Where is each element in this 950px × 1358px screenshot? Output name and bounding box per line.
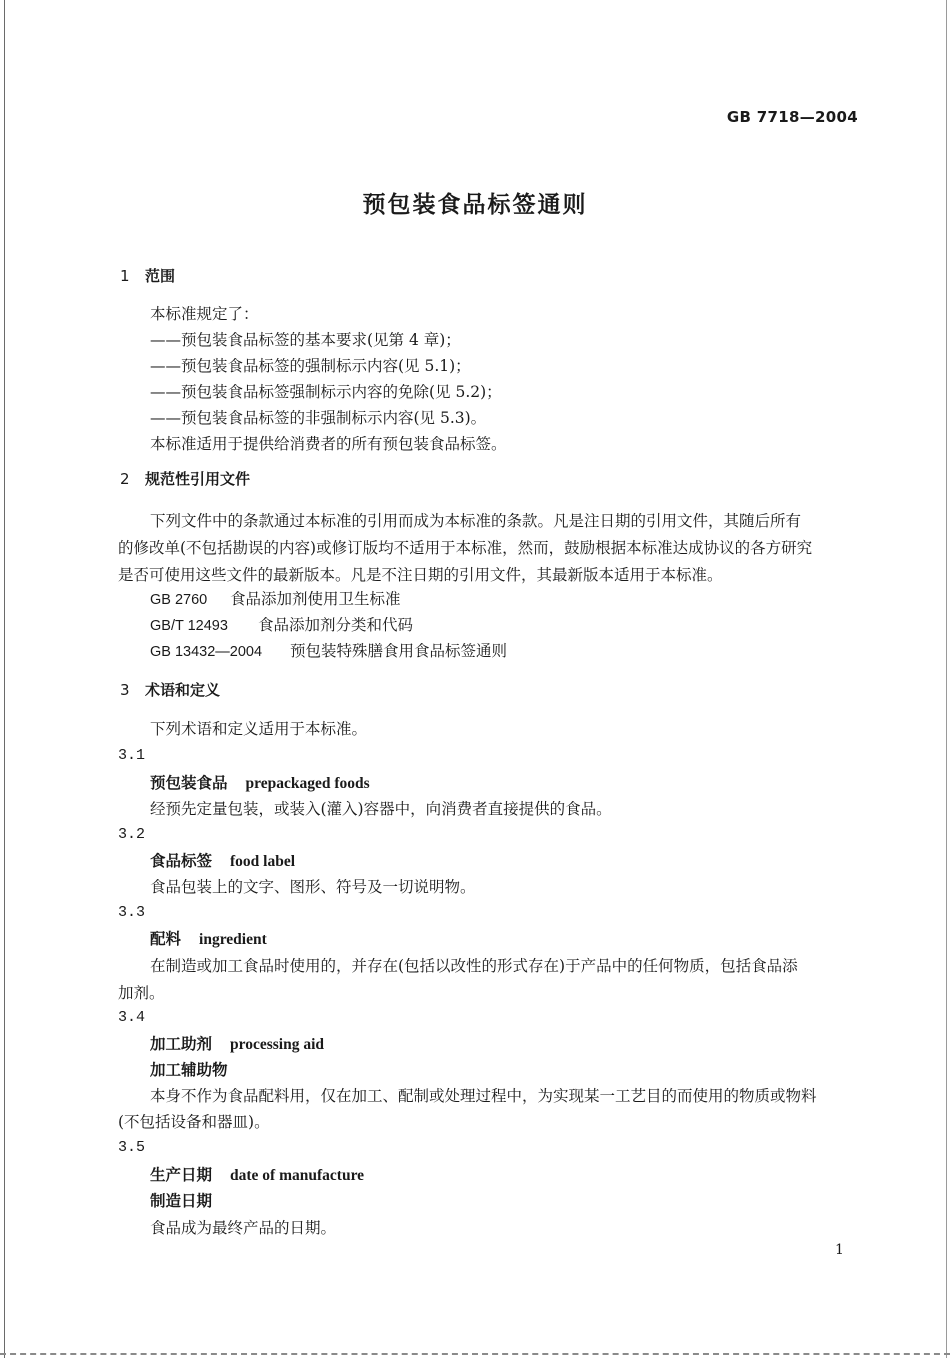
paragraph-line: 本标准适用于提供给消费者的所有预包装食品标签。 (150, 435, 507, 453)
term-english: date of manufacture (230, 1167, 365, 1184)
document-title: 预包装食品标签通则 (362, 192, 588, 218)
section-2-heading (120, 468, 250, 490)
paragraph-line: 的修改单(不包括勘误的内容)或修订版均不适用于本标准，然而，鼓励根据本标准达成协议的各方研究 (118, 539, 813, 557)
definition-line: 经预先定量包装，或装入(灌入)容器中，向消费者直接提供的食品。 (150, 800, 612, 818)
list-item: ——预包装食品标签强制标示内容的免除(见 5.2)； (150, 383, 502, 401)
paragraph-line: 下列文件中的条款通过本标准的引用而成为本标准的条款。凡是注日期的引用文件，其随后所有 (150, 512, 802, 530)
term-english: processing aid (230, 1036, 325, 1053)
definition-line: 食品包装上的文字、图形、符号及一切说明物。 (150, 878, 476, 896)
definition-line: 在制造或加工食品时使用的，并存在(包括以改性的形式存在)于产品中的任何物质，包括食品添 (150, 957, 798, 975)
term-chinese: 预包装食品 (150, 773, 228, 792)
definition-line: 本身不作为食品配料用，仅在加工、配制或处理过程中，为实现某一工艺目的而使用的物质或物料 (150, 1087, 817, 1105)
term-english: ingredient (199, 931, 267, 948)
reference-item (150, 614, 413, 637)
paragraph-line: 下列术语和定义适用于本标准。 (150, 720, 368, 738)
reference-code: GB/T 12493 (150, 618, 228, 634)
page-border-bottom (0, 1353, 950, 1355)
list-item: ——预包装食品标签的非强制标示内容(见 5.3)。 (150, 409, 487, 427)
clause-number: 3.3 (118, 904, 146, 921)
reference-title: 食品添加剂分类和代码 (258, 616, 414, 634)
reference-item (150, 588, 401, 611)
term-entry (150, 772, 370, 795)
definition-line: 食品成为最终产品的日期。 (150, 1219, 337, 1237)
reference-code: GB 13432—2004 (150, 644, 263, 660)
section-1-heading (120, 265, 175, 287)
section-title: 术语和定义 (145, 681, 221, 699)
list-item: ——预包装食品标签的强制标示内容(见 5.1)； (150, 357, 471, 375)
term-english: prepackaged foods (245, 775, 370, 792)
term-entry (150, 1164, 364, 1187)
section-title: 范围 (145, 267, 176, 285)
clause-number: 3.4 (118, 1009, 146, 1026)
term-chinese: 生产日期 (150, 1165, 213, 1184)
paragraph-line: 本标准规定了： (150, 305, 259, 323)
list-item: ——预包装食品标签的基本要求(见第 4 章)； (150, 331, 461, 349)
section-number: 2 (120, 470, 130, 488)
term-entry (150, 850, 295, 873)
section-number: 1 (120, 267, 130, 285)
clause-number: 3.2 (118, 826, 146, 843)
clause-number: 3.5 (118, 1139, 146, 1156)
term-entry (150, 1033, 324, 1056)
term-chinese: 配料 (150, 929, 182, 948)
term-synonym: 加工辅助物 (150, 1060, 228, 1079)
term-chinese: 食品标签 (150, 851, 213, 870)
reference-item (150, 640, 507, 663)
section-title: 规范性引用文件 (145, 470, 251, 488)
definition-line: 加剂。 (118, 984, 165, 1002)
clause-number: 3.1 (118, 747, 146, 764)
section-number: 3 (120, 681, 130, 699)
definition-line: (不包括设备和器皿)。 (118, 1113, 270, 1131)
term-chinese: 加工助剂 (150, 1034, 213, 1053)
term-english: food label (230, 853, 296, 870)
reference-title: 食品添加剂使用卫生标准 (230, 590, 401, 608)
section-3-heading (120, 679, 220, 701)
page-number: 1 (835, 1242, 844, 1258)
reference-code: GB 2760 (150, 592, 208, 608)
standard-number: GB 7718—2004 (726, 108, 858, 126)
paragraph-line: 是否可使用这些文件的最新版本。凡是不注日期的引用文件，其最新版本适用于本标准。 (118, 566, 723, 584)
reference-title: 预包装特殊膳食用食品标签通则 (290, 642, 508, 660)
term-entry (150, 928, 267, 951)
term-synonym: 制造日期 (150, 1191, 213, 1210)
